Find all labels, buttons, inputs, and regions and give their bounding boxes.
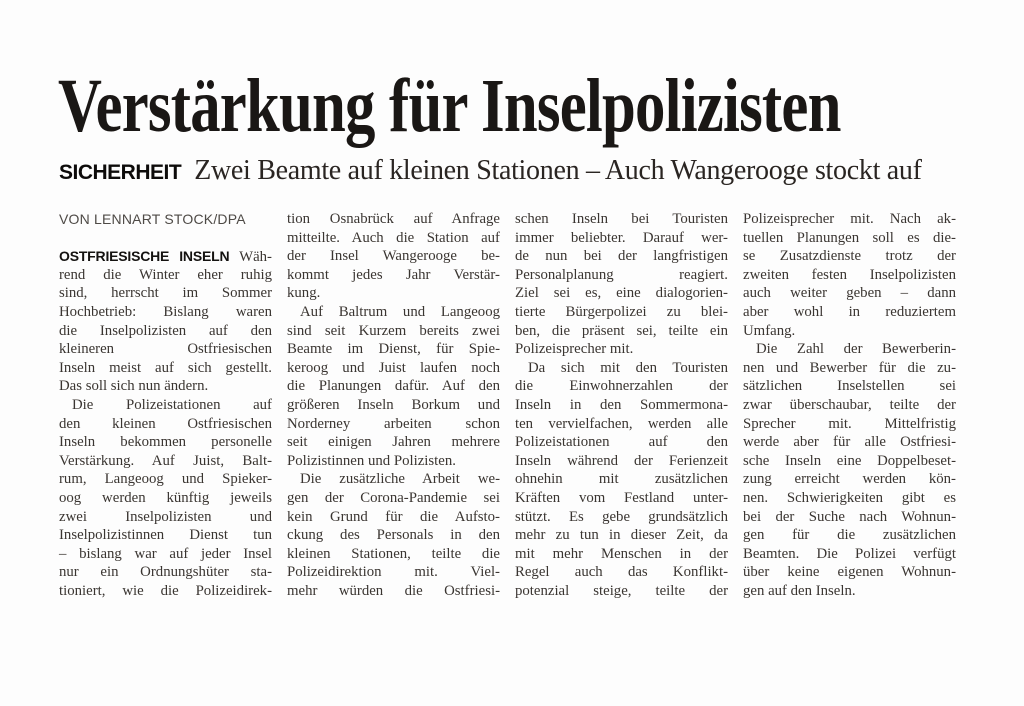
body-line: Hochbetrieb: Bislang waren	[59, 303, 272, 320]
body-line: rum, Langeoog und Spieker-	[59, 471, 272, 488]
article-column-1	[59, 210, 272, 600]
body-line: tierte Bürgerpolizei zu blei-	[515, 303, 728, 320]
article-subhead: Zwei Beamte auf kleinen Stationen – Auch Wangerooge stockt auf	[194, 155, 922, 186]
body-line: tioniert, wie die Polizeidirek-	[59, 582, 272, 599]
body-line: OSTFRIESISCHE INSELN Wäh-	[59, 248, 272, 266]
body-line: werde aber für alle Ostfriesi-	[743, 434, 956, 451]
body-line: keroog und Juist laufen noch	[287, 359, 500, 376]
body-line: mit mehr Menschen in der	[515, 545, 728, 562]
body-line: auch weiter geben – dann	[743, 285, 956, 302]
body-line: Die Polizeistationen auf	[72, 396, 272, 413]
body-line: stützt. Es gebe grundsätzlich	[515, 508, 728, 525]
article-column-2	[287, 210, 500, 600]
article-column-4	[743, 210, 956, 600]
body-line: kleinen Stationen, teilte die	[287, 545, 500, 562]
body-line: Die zusätzliche Arbeit we-	[300, 471, 500, 488]
body-line: tuellen Planungen soll es die-	[743, 229, 956, 246]
body-line: oog werden künftig jeweils	[59, 489, 272, 506]
body-line: zwei Inselpolizisten und	[59, 508, 272, 525]
body-line: Verstärkung. Auf Juist, Balt-	[59, 452, 272, 469]
body-line: Polizistinnen und Polizisten.	[287, 452, 456, 469]
body-line: zung erreicht werden kön-	[743, 471, 956, 488]
body-line: gen für die zusätzlichen	[743, 527, 956, 544]
body-line: aber wohl in reduziertem	[743, 303, 956, 320]
body-line: Norderney arbeiten schon	[287, 415, 500, 432]
body-line: Inseln bekommen personelle	[59, 434, 272, 451]
body-line: potenzial steige, teilte der	[515, 582, 728, 599]
body-line: mehr würden die Ostfriesi-	[287, 582, 500, 599]
body-line: rend die Winter eher ruhig	[59, 266, 272, 283]
body-line: ckung des Personals in den	[287, 527, 500, 544]
body-line: ben, die präsent sei, teilte ein	[515, 322, 728, 339]
body-line: Sprecher mit. Mittelfristig	[743, 415, 956, 432]
body-line: kung.	[287, 285, 321, 302]
body-line: nen. Schwierigkeiten gibt es	[743, 489, 956, 506]
body-line: tion Osnabrück auf Anfrage	[287, 211, 500, 227]
body-line: nur ein Ordnungshüter sta-	[59, 564, 272, 581]
body-line: Beamte im Dienst, für Spie-	[287, 341, 500, 358]
body-line: Polizeisprecher mit.	[515, 341, 634, 358]
body-line: gen der Corona-Pandemie sei	[287, 489, 500, 506]
article-deck	[59, 156, 922, 188]
article-column-3	[515, 210, 728, 600]
body-line: Kräften vom Festland unter-	[515, 489, 728, 506]
body-line: kommt jedes Jahr Verstär-	[287, 266, 500, 283]
body-line: kleineren Ostfriesischen	[59, 341, 272, 358]
byline: VON LENNART STOCK/DPA	[59, 211, 246, 227]
body-line: gen auf den Inseln.	[743, 582, 856, 599]
body-line: Polizeidirektion mit. Viel-	[287, 564, 500, 581]
body-line: kein Grund für die Aufsto-	[287, 508, 500, 525]
body-line: größeren Inseln Borkum und	[287, 396, 500, 413]
body-line: de nun bei der langfristigen	[515, 248, 728, 265]
body-line: die Einwohnerzahlen der	[515, 378, 728, 395]
body-line: ten vervielfachen, werden alle	[515, 415, 728, 432]
body-line: nen und Bewerber für die zu-	[743, 359, 956, 376]
body-line: zweiten festen Inselpolizisten	[743, 266, 956, 283]
body-line: den kleinen Ostfriesischen	[59, 415, 272, 432]
location-lead-in: OSTFRIESISCHE INSELN	[59, 248, 230, 265]
body-line: die Planungen dafür. Auf den	[287, 378, 500, 395]
body-line: Inseln meist auf sich gestellt.	[59, 359, 272, 376]
body-line: über keine eigenen Wohnun-	[743, 564, 956, 581]
body-line: Polizeistationen auf den	[515, 434, 728, 451]
body-line: Das soll sich nun ändern.	[59, 378, 209, 395]
body-line: seit einigen Jahren mehrere	[287, 434, 500, 451]
body-line: mehr zu tun in dieser Zeit, da	[515, 527, 728, 544]
body-line: Polizeisprecher mit. Nach ak-	[743, 211, 956, 227]
body-line: mitteilte. Auch die Station auf	[287, 229, 500, 246]
body-line: Inseln während der Ferienzeit	[515, 452, 728, 469]
body-line: bei der Suche nach Wohnun-	[743, 508, 956, 525]
body-line: Die Zahl der Bewerberin-	[756, 341, 956, 358]
body-line: sche Inseln eine Doppelbeset-	[743, 452, 956, 469]
body-line: Da sich mit den Touristen	[528, 359, 728, 376]
body-line: Beamten. Die Polizei verfügt	[743, 545, 956, 562]
body-line: Inseln in den Sommermona-	[515, 396, 728, 413]
body-line: Inselpolizistinnen Dienst tun	[59, 527, 272, 544]
article-headline: Verstärkung für Inselpolizisten	[58, 64, 841, 148]
body-line: sind seit Kurzem bereits zwei	[287, 322, 500, 339]
body-line: schen Inseln bei Touristen	[515, 211, 728, 227]
body-line: immer beliebter. Darauf wer-	[515, 229, 728, 246]
body-line: se Zusatzdienste trotz der	[743, 248, 956, 265]
article-body	[59, 210, 956, 600]
body-line: die Inselpolizisten auf den	[59, 322, 272, 339]
body-line: Regel auch das Konflikt-	[515, 564, 728, 581]
body-line: zwar überschaubar, teilte der	[743, 396, 956, 413]
body-line: sind, herrscht im Sommer	[59, 285, 272, 302]
kicker-label: SICHERHEIT	[59, 161, 182, 184]
body-line: ohnehin mit zusätzlichen	[515, 471, 728, 488]
body-line: sätzlichen Inselstellen sei	[743, 378, 956, 395]
body-line: Personalplanung reagiert.	[515, 266, 728, 283]
body-line: Umfang.	[743, 322, 796, 339]
body-line: Ziel sei es, eine dialogorien-	[515, 285, 728, 302]
body-line: der Insel Wangerooge be-	[287, 248, 500, 265]
body-line: Auf Baltrum und Langeoog	[300, 303, 500, 320]
body-line: – bislang war auf jeder Insel	[59, 545, 272, 562]
